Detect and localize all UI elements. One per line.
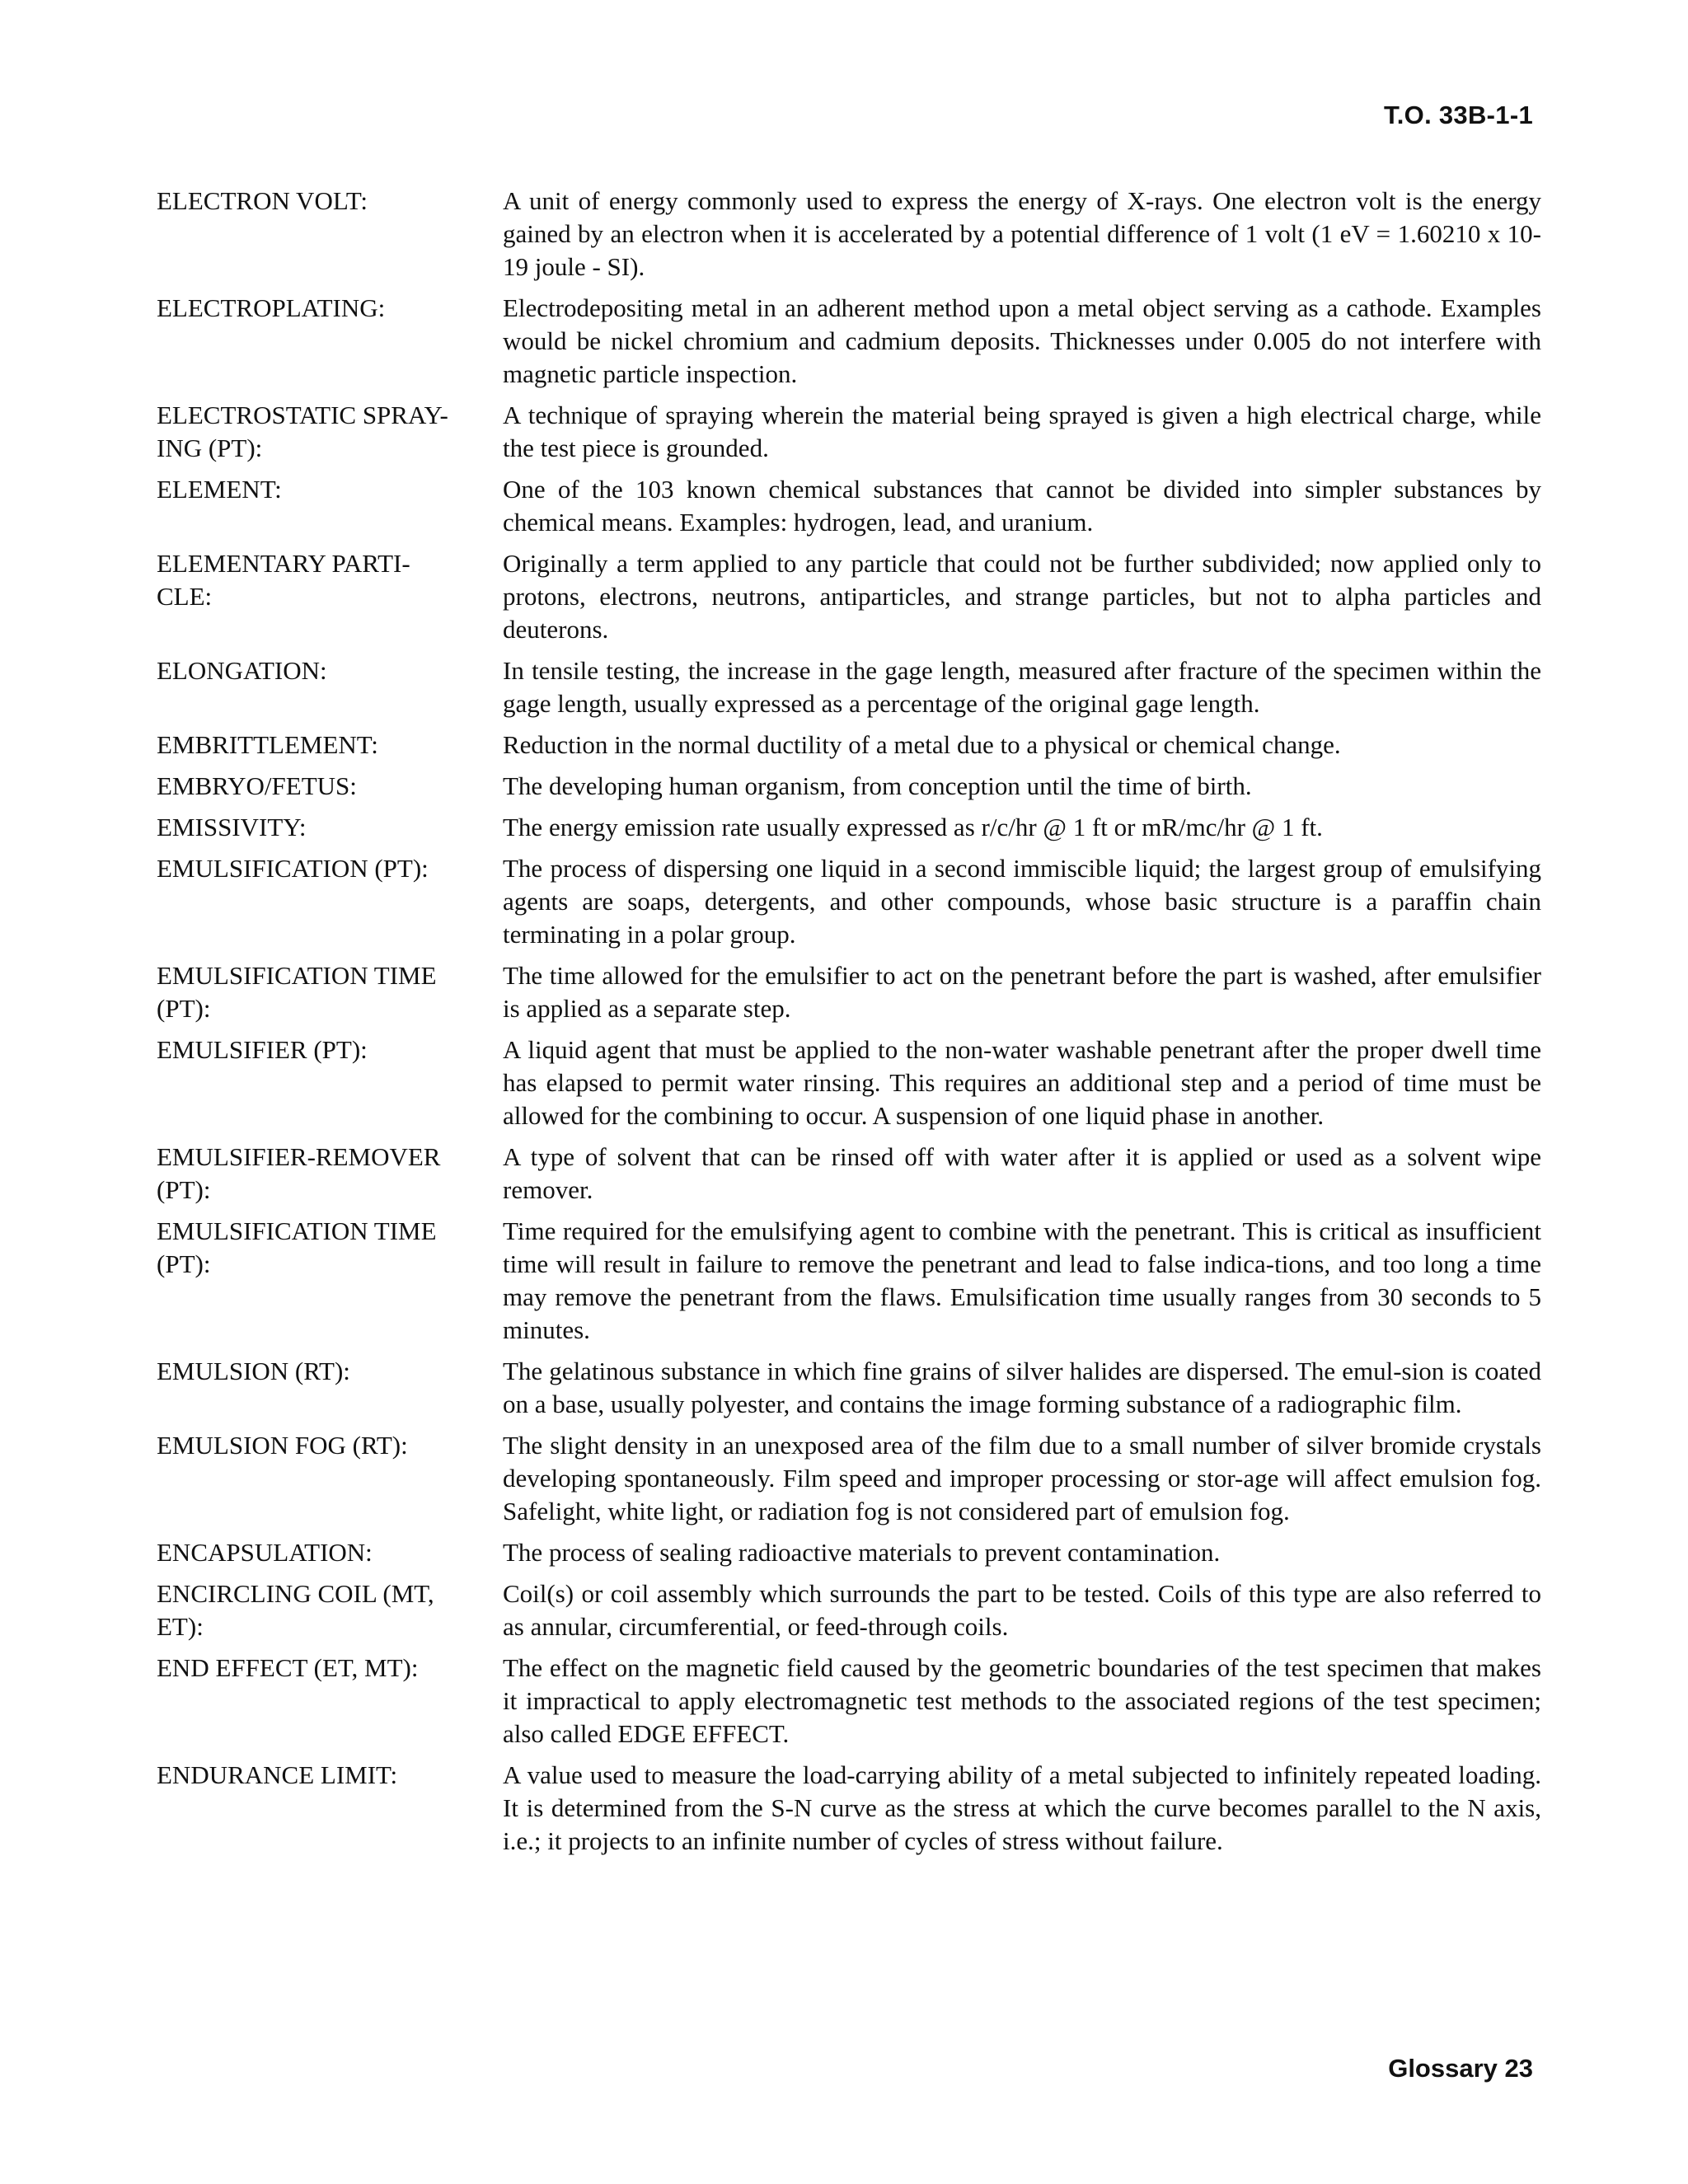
glossary-definition: One of the 103 known chemical substances that cannot be divided into simpler substances by chemical means. Examples: hydrogen, lead, and uranium. bbox=[503, 475, 1541, 537]
glossary-entry bbox=[157, 959, 1541, 1025]
glossary-entry bbox=[157, 547, 1541, 646]
glossary-term: ELECTRON VOLT: bbox=[157, 186, 368, 215]
glossary-term: EMULSIFICATION TIME (PT): bbox=[157, 961, 437, 1023]
glossary-entry bbox=[157, 729, 1541, 762]
glossary-definition: A unit of energy commonly used to express the energy of X-rays. One electron volt is the energy gained by an electron when it is accelerated by a potential difference of 1 volt (1 eV = 1.60210 x 10-19 joule - SI). bbox=[503, 186, 1541, 281]
glossary-entry bbox=[157, 1141, 1541, 1207]
glossary-entry bbox=[157, 399, 1541, 465]
glossary-definition: The gelatinous substance in which fine grains of silver halides are dispersed. The emul-sion is coated on a base, usually polyester, and contains the image forming substance of a radiographic film. bbox=[503, 1357, 1541, 1418]
page-label: Glossary 23 bbox=[1388, 2054, 1533, 2083]
glossary-term: EMULSIFICATION (PT): bbox=[157, 854, 429, 883]
glossary-definition: Time required for the emulsifying agent to combine with the penetrant. This is critical as insufficient time will result in failure to remove the penetrant and lead to false indica-tions, and too long a time may remove the penetrant from the flaws. Emulsification time usually ranges from 30 seconds to 5 minutes. bbox=[503, 1216, 1541, 1344]
glossary-entry bbox=[157, 1759, 1541, 1858]
glossary-definition: A type of solvent that can be rinsed off with water after it is applied or used as a solvent wipe remover. bbox=[503, 1142, 1541, 1204]
glossary-entry bbox=[157, 1215, 1541, 1347]
glossary-definition: A technique of spraying wherein the material being sprayed is given a high electrical charge, while the test piece is grounded. bbox=[503, 401, 1541, 462]
glossary-term: ENCAPSULATION: bbox=[157, 1538, 373, 1567]
glossary-entry bbox=[157, 185, 1541, 284]
glossary-definition: The effect on the magnetic field caused by the geometric boundaries of the test specimen that makes it impractical to apply electromagnetic test methods to the associated regions of the test specimen; also called EDGE EFFECT. bbox=[503, 1653, 1541, 1748]
glossary-term: EMBRITTLEMENT: bbox=[157, 730, 378, 759]
glossary-definition: The process of dispersing one liquid in a second immiscible liquid; the largest group of emulsifying agents are soaps, detergents, and other compounds, whose basic structure is a paraffin chain terminating in a polar group. bbox=[503, 854, 1541, 949]
glossary-definition: Reduction in the normal ductility of a metal due to a physical or chemical change. bbox=[503, 730, 1341, 759]
glossary-entry bbox=[157, 292, 1541, 391]
glossary-entry bbox=[157, 1577, 1541, 1643]
glossary-term: ELONGATION: bbox=[157, 656, 327, 685]
glossary-entry bbox=[157, 1536, 1541, 1569]
glossary-definition: Coil(s) or coil assembly which surrounds the part to be tested. Coils of this type are also referred to as annular, circumferential, or feed-through coils. bbox=[503, 1579, 1541, 1641]
glossary-term: EMULSION (RT): bbox=[157, 1357, 350, 1385]
glossary-definition: The process of sealing radioactive materials to prevent contamination. bbox=[503, 1538, 1221, 1567]
glossary-term: EMULSIFICATION TIME (PT): bbox=[157, 1216, 437, 1278]
glossary-term: EMBRYO/FETUS: bbox=[157, 771, 357, 800]
glossary-term: ENCIRCLING COIL (MT, ET): bbox=[157, 1579, 434, 1641]
glossary-term: ELEMENTARY PARTI- CLE: bbox=[157, 549, 410, 611]
glossary-entry bbox=[157, 811, 1541, 844]
glossary-entry bbox=[157, 1033, 1541, 1132]
glossary-term: ELECTROPLATING: bbox=[157, 293, 386, 322]
glossary-definition: The time allowed for the emulsifier to act on the penetrant before the part is washed, after emulsifier is applied as a separate step. bbox=[503, 961, 1541, 1023]
glossary-definition: The energy emission rate usually expressed as r/c/hr @ 1 ft or mR/mc/hr @ 1 ft. bbox=[503, 813, 1323, 841]
glossary-term: ELECTROSTATIC SPRAY- ING (PT): bbox=[157, 401, 448, 462]
glossary-entry bbox=[157, 770, 1541, 803]
glossary-definition: Electrodepositing metal in an adherent method upon a metal object serving as a cathode. Examples would be nickel chromium and cadmium deposits. Thicknesses under 0.005 do not interfere with magnetic particle inspection. bbox=[503, 293, 1541, 388]
glossary-term: EMULSIFIER-REMOVER (PT): bbox=[157, 1142, 441, 1204]
glossary-definition: The developing human organism, from conception until the time of birth. bbox=[503, 771, 1252, 800]
glossary-list bbox=[157, 185, 1541, 1866]
glossary-term: END EFFECT (ET, MT): bbox=[157, 1653, 419, 1682]
glossary-entry bbox=[157, 852, 1541, 951]
glossary-entry bbox=[157, 1429, 1541, 1528]
glossary-term: EMULSIFIER (PT): bbox=[157, 1035, 368, 1064]
glossary-definition: Originally a term applied to any particle that could not be further subdivided; now applied only to protons, electrons, neutrons, antiparticles, and strange particles, but not to alpha particles and deuterons. bbox=[503, 549, 1541, 644]
glossary-entry bbox=[157, 654, 1541, 720]
glossary-term: EMISSIVITY: bbox=[157, 813, 307, 841]
glossary-definition: A liquid agent that must be applied to the non-water washable penetrant after the proper dwell time has elapsed to permit water rinsing. This requires an additional step and a period of time must be allowed for the combining to occur. A suspension of one liquid phase in another. bbox=[503, 1035, 1541, 1130]
glossary-entry bbox=[157, 473, 1541, 539]
glossary-definition: A value used to measure the load-carrying ability of a metal subjected to infinitely repeated loading. It is determined from the S-N curve as the stress at which the curve becomes parallel to the N axis, i.e.; it projects to an infinite number of cycles of stress without failure. bbox=[503, 1760, 1541, 1855]
glossary-entry bbox=[157, 1652, 1541, 1750]
glossary-term: ELEMENT: bbox=[157, 475, 282, 504]
glossary-term: ENDURANCE LIMIT: bbox=[157, 1760, 398, 1789]
glossary-definition: In tensile testing, the increase in the gage length, measured after fracture of the specimen within the gage length, usually expressed as a percentage of the original gage length. bbox=[503, 656, 1541, 718]
glossary-term: EMULSION FOG (RT): bbox=[157, 1431, 408, 1460]
glossary-definition: The slight density in an unexposed area of the film due to a small number of silver bromide crystals developing spontaneously. Film speed and improper processing or stor-age will affect emulsion fog. Safelight, white light, or radiation fog is not considered part of emulsion fog. bbox=[503, 1431, 1541, 1526]
document-id: T.O. 33B-1-1 bbox=[1383, 101, 1533, 129]
glossary-entry bbox=[157, 1355, 1541, 1421]
